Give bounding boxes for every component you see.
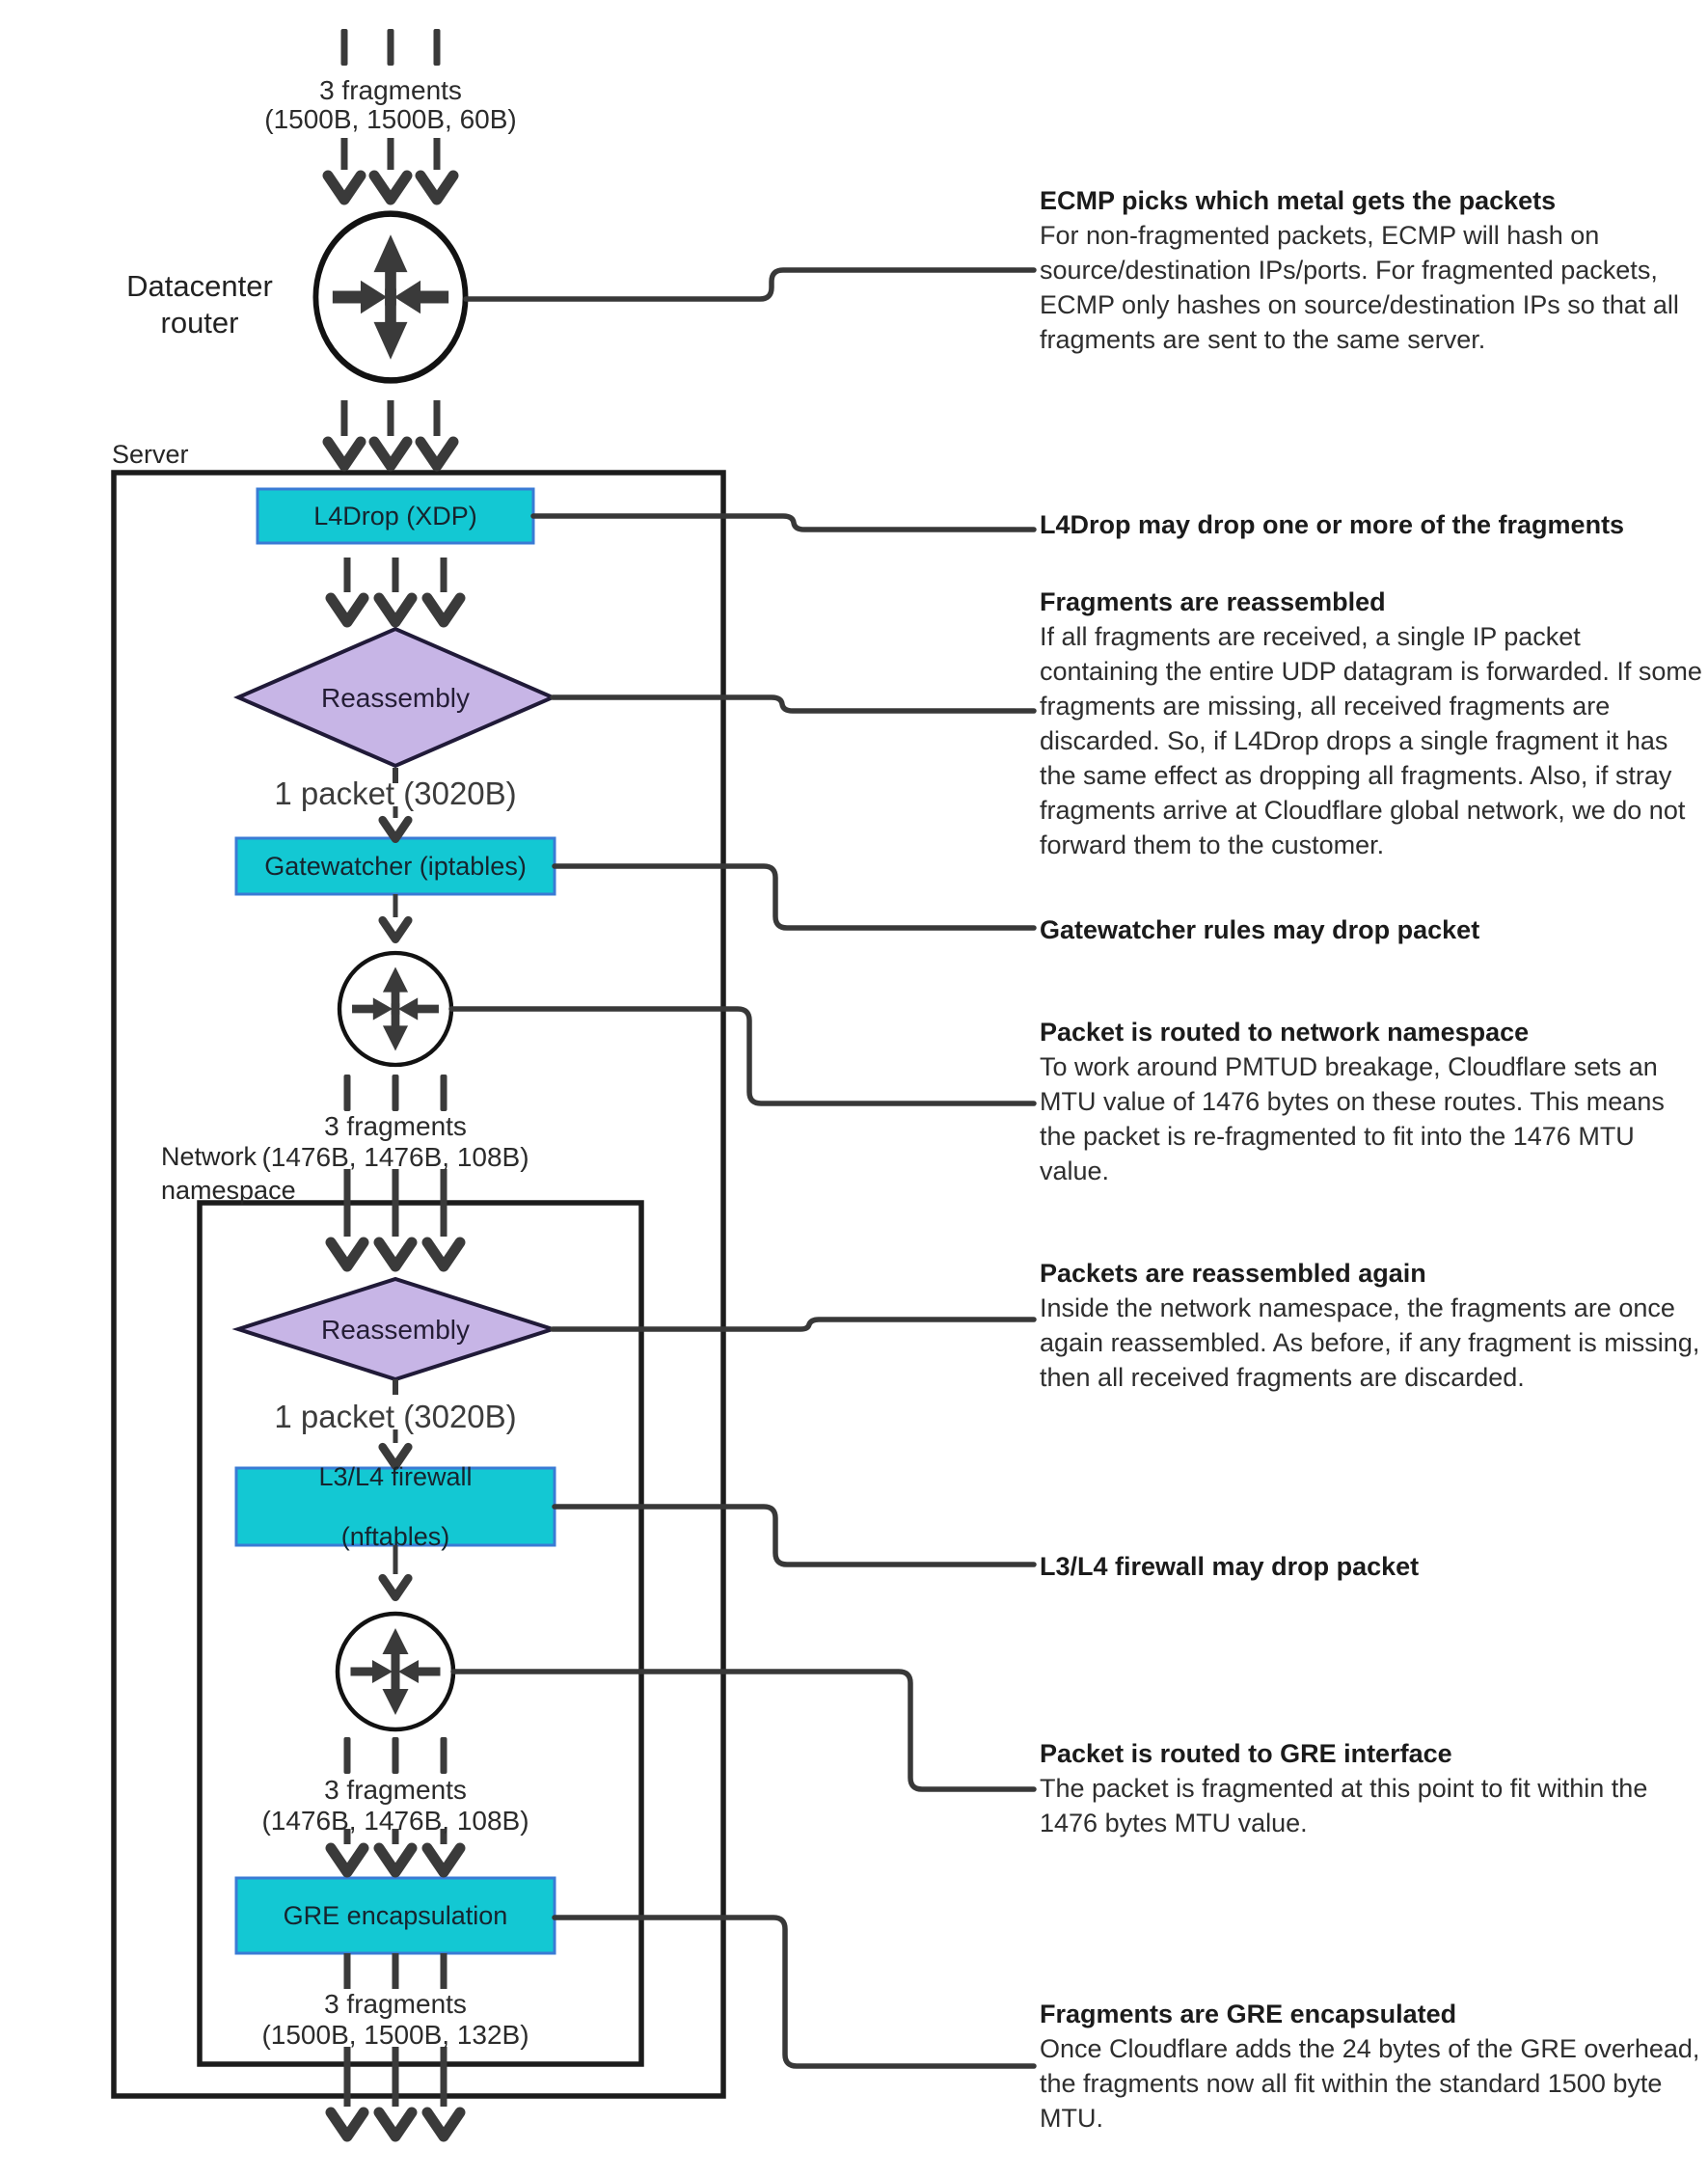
- annotation-title: Fragments are GRE encapsulated: [1040, 2000, 1457, 2028]
- annotation-namespace-route: [1040, 1015, 1703, 1188]
- annotation-firewall: [1040, 1549, 1703, 1584]
- fragment-arrows-into-namespace: [331, 1169, 460, 1266]
- annotation-title: ECMP picks which metal gets the packets: [1040, 186, 1557, 215]
- connector-namespace-route: [451, 1009, 1034, 1103]
- fragment-arrows-into-server: [328, 400, 453, 466]
- server-label: Server: [112, 440, 189, 469]
- connector-ecmp: [466, 270, 1034, 299]
- route-to-namespace-router-icon: [339, 953, 451, 1065]
- annotation-body: If all fragments are received, a single IP packet containing the entire UDP datagram is forwarded. If some fragments are missing, all received fragments are discarded. So, if L4Drop drops a single fragment it has the same effect as dropping all fragments. Also, if stray fragments arrive at Cloudflare global network, we do not forward them to the customer.: [1040, 622, 1702, 859]
- annotation-gre-route: [1040, 1736, 1703, 1840]
- annotation-body: The packet is fragmented at this point to fit within the 1476 bytes MTU value.: [1040, 1774, 1648, 1837]
- route-to-gre-router-icon: [338, 1614, 453, 1729]
- annotation-gatewatcher: [1040, 912, 1703, 947]
- annotation-gre-encapsulated: [1040, 1997, 1703, 2136]
- annotation-title: Gatewatcher rules may drop packet: [1040, 915, 1480, 944]
- fragments-low-label: 3 fragments: [324, 1775, 467, 1805]
- annotation-body: Once Cloudflare adds the 24 bytes of the GRE overhead, the fragments now all fit within the standard 1500 byte MTU.: [1040, 2034, 1700, 2133]
- firewall-label: L3/L4 firewall (nftables): [318, 1461, 473, 1551]
- packet-label-1: 1 packet (3020B): [274, 776, 517, 811]
- reassembly-label-2: Reassembly: [320, 1314, 471, 1345]
- annotation-reassembled-again: [1040, 1256, 1703, 1395]
- annotation-body: For non-fragmented packets, ECMP will hash on source/destination IPs/ports. For fragmented packets, ECMP only hashes on source/destination IPs so that all fragments are sent to the same server.: [1040, 221, 1679, 354]
- connector-gre-encap: [555, 1918, 1034, 2066]
- connector-reassembly-1: [553, 697, 1034, 711]
- annotation-ecmp: [1040, 183, 1703, 357]
- connector-gatewatcher: [555, 866, 1034, 928]
- annotation-body: Inside the network namespace, the fragments are once again reassembled. As before, if any fragment is missing, then all received fragments are discarded.: [1040, 1293, 1700, 1392]
- fragments-low-sizes: (1476B, 1476B, 108B): [261, 1806, 529, 1836]
- connector-reassembly-2: [553, 1320, 1034, 1329]
- fragments-out-label: 3 fragments: [324, 1989, 467, 2019]
- annotation-body: To work around PMTUD breakage, Cloudflare sets an MTU value of 1476 bytes on these routes. This means the packet is re-fragmented to fit into the 1476 MTU value.: [1040, 1052, 1665, 1185]
- annotation-title: L3/L4 firewall may drop packet: [1040, 1552, 1420, 1581]
- annotation-title: L4Drop may drop one or more of the fragments: [1040, 510, 1625, 539]
- fragments-top-label: 3 fragments: [319, 75, 462, 105]
- annotation-connectors: [451, 270, 1034, 2066]
- fragment-dashes-top: [341, 29, 441, 66]
- packet-label-2: 1 packet (3020B): [274, 1399, 517, 1434]
- fragment-arrows-after-l4drop: [331, 558, 460, 622]
- datacenter-router-label: Datacenter router: [126, 269, 273, 340]
- fragments-mid-label: 3 fragments: [324, 1111, 467, 1141]
- fragment-arrows-top: [328, 138, 453, 200]
- annotation-title: Packet is routed to GRE interface: [1040, 1739, 1452, 1768]
- connector-gre-route: [453, 1672, 1034, 1789]
- annotation-reassembled: [1040, 585, 1703, 862]
- gre-label: GRE encapsulation: [283, 1900, 508, 1930]
- fragments-top-sizes: (1500B, 1500B, 60B): [264, 104, 517, 134]
- fragments-out-sizes: (1500B, 1500B, 132B): [261, 2020, 529, 2050]
- fragment-dashes-mid: [344, 1075, 447, 1111]
- gatewatcher-label: Gatewatcher (iptables): [264, 851, 527, 881]
- annotation-l4drop: [1040, 507, 1703, 542]
- connector-l4drop: [533, 516, 1034, 530]
- annotation-title: Packet is routed to network namespace: [1040, 1018, 1530, 1047]
- annotation-title: Packets are reassembled again: [1040, 1259, 1426, 1288]
- datacenter-router-icon: [315, 214, 465, 381]
- network-namespace-label: Network namespace: [161, 1142, 296, 1205]
- reassembly-label-1: Reassembly: [320, 682, 471, 713]
- fragments-mid-sizes: (1476B, 1476B, 108B): [261, 1142, 529, 1172]
- connector-firewall: [555, 1507, 1034, 1565]
- annotation-title: Fragments are reassembled: [1040, 587, 1386, 616]
- packet-dash-2: [393, 1379, 398, 1395]
- fragment-dashes-low: [344, 1737, 447, 1774]
- l4drop-label: L4Drop (XDP): [313, 501, 477, 531]
